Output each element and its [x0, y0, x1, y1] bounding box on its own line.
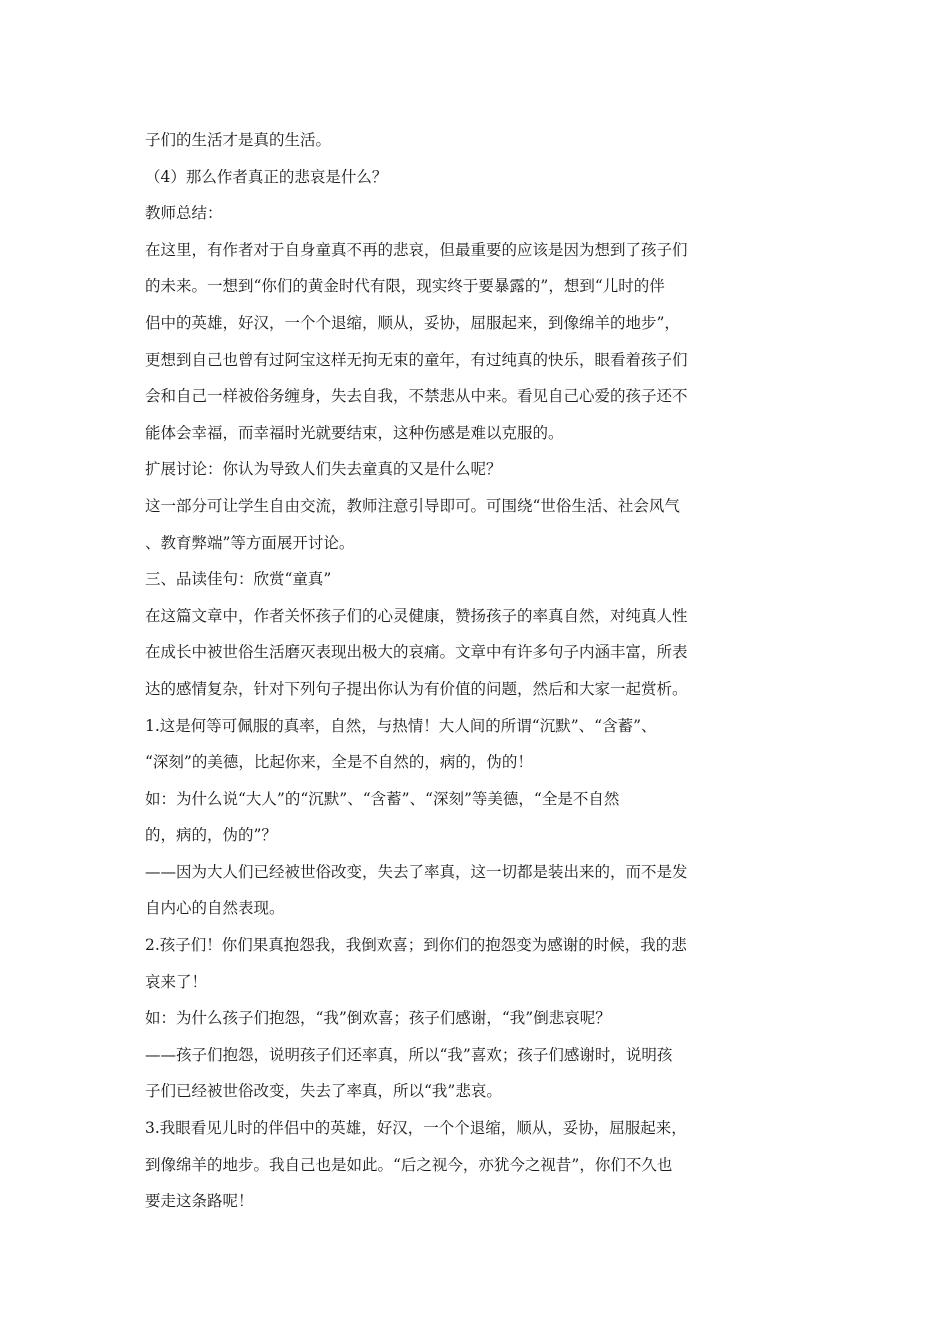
- text-line: 在成长中被世俗生活磨灭表现出极大的哀痛。文章中有许多句子内涵丰富，所表: [145, 643, 688, 662]
- text-line: 如：为什么孩子们抱怨，“我”倒欢喜；孩子们感谢，“我”倒悲哀呢？: [145, 1009, 611, 1028]
- text-line: 侣中的英雄，好汉，一个个退缩，顺从，妥协，屈服起来，到像绵羊的地步”，: [145, 313, 680, 332]
- text-line: 1.这是何等可佩服的真率，自然，与热情！大人间的所谓“沉默”、“含蓄”、: [145, 716, 657, 735]
- text-line: 会和自己一样被俗务缠身，失去自我，不禁悲从中来。看见自己心爱的孩子还不: [145, 387, 688, 406]
- text-line: 扩展讨论：你认为导致人们失去童真的又是什么呢？: [145, 460, 502, 479]
- text-line: “深刻”的美德，比起你来，全是不自然的，病的，伪的！: [145, 753, 533, 772]
- section-heading: 三、品读佳句：欣赏“童真”: [145, 570, 332, 589]
- text-line: 要走这条路呢！: [145, 1192, 254, 1211]
- text-line: 更想到自己也曾有过阿宝这样无拘无束的童年，有过纯真的快乐，眼看着孩子们: [145, 350, 688, 369]
- text-line: 子们已经被世俗改变，失去了率真，所以“我”悲哀。: [145, 1082, 502, 1101]
- text-line: 的，病的，伪的”？: [145, 826, 277, 845]
- text-line: 子们的生活才是真的生活。: [145, 131, 332, 149]
- text-line: 教师总结：: [145, 204, 223, 223]
- text-line: 达的感情复杂，针对下列句子提出你认为有价值的问题，然后和大家一起赏析。: [145, 679, 688, 698]
- text-line: 自内心的自然表现。: [145, 899, 285, 918]
- text-line: 2.孩子们！你们果真抱怨我，我倒欢喜；到你们的抱怨变为感谢的时候，我的悲: [145, 936, 687, 955]
- text-line: ——因为大人们已经被世俗改变，失去了率真，这一切都是装出来的，而不是发: [145, 862, 688, 881]
- text-line: 这一部分可让学生自由交流，教师注意引导即可。可围绕“世俗生活、社会风气: [145, 496, 680, 515]
- text-line: 哀来了！: [145, 972, 208, 991]
- text-line: 3.我眼看见儿时的伴侣中的英雄，好汉，一个个退缩，顺从，妥协，屈服起来，: [145, 1119, 687, 1138]
- text-line: 在这里，有作者对于自身童真不再的悲哀，但最重要的应该是因为想到了孩子们: [145, 240, 688, 259]
- text-line: 如：为什么说“大人”的“沉默”、“含蓄”、“深刻”等美德，“全是不自然: [145, 789, 620, 808]
- text-line: 能体会幸福，而幸福时光就要结束，这种伤感是难以克服的。: [145, 423, 564, 442]
- text-line: ——孩子们抱怨，说明孩子们还率真，所以“我”喜欢；孩子们感谢时，说明孩: [145, 1045, 673, 1064]
- text-line: 、教育弊端”等方面展开讨论。: [145, 533, 355, 552]
- text-line: 到像绵羊的地步。我自己也是如此。“后之视今，亦犹今之视昔”，你们不久也: [145, 1155, 673, 1174]
- text-line: （4）那么作者真正的悲哀是什么？: [145, 167, 388, 186]
- text-line: 在这篇文章中，作者关怀孩子们的心灵健康，赞扬孩子的率真自然，对纯真人性: [145, 606, 688, 625]
- text-line: 的未来。一想到“你们的黄金时代有限，现实终于要暴露的”，想到“儿时的伴: [145, 277, 665, 296]
- document-body: [145, 122, 745, 1220]
